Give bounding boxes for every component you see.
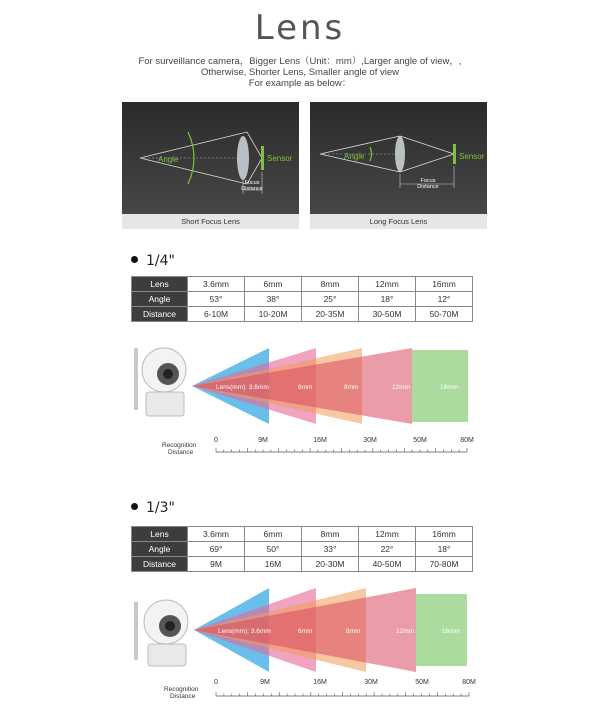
long-focus-diagram: [310, 102, 487, 214]
short-focus-diagram: [122, 102, 299, 214]
bullet-icon: [131, 256, 138, 263]
lens-cell: 16mm: [416, 277, 473, 292]
page-title: Lens: [254, 8, 346, 48]
short-focus-panel: [122, 102, 299, 229]
focus-label: Focus: [420, 178, 436, 184]
table-row: [132, 542, 473, 557]
beam-label: 6mm: [298, 384, 313, 391]
distance-cell: 16M: [245, 557, 302, 572]
section-1-spec-table: [131, 276, 473, 322]
beam-label: Lens(mm): 3.6mm: [216, 384, 269, 391]
beam-label: 8mm: [346, 628, 361, 635]
lens-cell: 16mm: [416, 527, 473, 542]
sensor-label: Sensor: [267, 154, 293, 163]
scale-tick: 16M: [313, 437, 327, 444]
section-2-spec-table: [131, 526, 473, 572]
camera-icon: [134, 600, 188, 666]
distance-cell: 50-70M: [416, 307, 473, 322]
angle-cell: 18°: [416, 542, 473, 557]
distance-cell: 30-50M: [359, 307, 416, 322]
angle-cell: 12°: [416, 292, 473, 307]
lens-icon: [237, 136, 249, 180]
row-header: Distance: [132, 557, 188, 572]
beam-label: 12mm: [396, 628, 415, 635]
angle-cell: 50°: [245, 542, 302, 557]
section-2-heading: [131, 500, 175, 516]
beam-label: 16mm: [442, 628, 461, 635]
sensor-bar: [261, 146, 264, 170]
distance-label: Distance: [417, 184, 439, 190]
lens-cell: 6mm: [245, 527, 302, 542]
table-row: [132, 307, 473, 322]
angle-cell: 33°: [302, 542, 359, 557]
scale-tick: 0: [214, 679, 218, 686]
long-focus-caption: Long Focus Lens: [310, 214, 487, 229]
beam-label: 8mm: [344, 384, 359, 391]
beam-label: 16mm: [440, 384, 459, 391]
sensor-bar: [453, 144, 456, 164]
bullet-icon: [131, 503, 138, 510]
angle-cell: 18°: [359, 292, 416, 307]
beam-label: 12mm: [392, 384, 411, 391]
scale-title: Recognition: [162, 442, 197, 449]
scale-tick: 16M: [313, 679, 327, 686]
beam-label: 6mm: [298, 628, 313, 635]
distance-label: Distance: [241, 186, 263, 192]
row-header: Distance: [132, 307, 188, 322]
short-focus-caption: Short Focus Lens: [122, 214, 299, 229]
scale-tick: 80M: [460, 437, 474, 444]
lens-cell: 8mm: [302, 527, 359, 542]
distance-cell: 40-50M: [359, 557, 416, 572]
scale-tick: 50M: [413, 437, 427, 444]
table-row: [132, 557, 473, 572]
angle-arc: [370, 147, 372, 161]
table-row: [132, 277, 473, 292]
section-1-label: 1/4": [146, 253, 175, 269]
angle-cell: 69°: [188, 542, 245, 557]
section-2-beam-diagram: [130, 588, 490, 706]
scale-title: Recognition: [164, 686, 199, 693]
distance-cell: 70-80M: [416, 557, 473, 572]
lens-cell: 6mm: [245, 277, 302, 292]
focus-label: Focus: [244, 180, 260, 186]
intro-line-3: For example as below：: [248, 78, 352, 89]
scale-tick: 9M: [260, 679, 270, 686]
scale-tick: 50M: [415, 679, 429, 686]
angle-cell: 22°: [359, 542, 416, 557]
scale-tick: 0: [214, 437, 218, 444]
scale-tick: 30M: [363, 437, 377, 444]
table-row: [132, 292, 473, 307]
lens-cell: 12mm: [359, 277, 416, 292]
camera-icon: [134, 348, 186, 416]
scale-tick: 9M: [258, 437, 268, 444]
lens-cell: 3.6mm: [188, 277, 245, 292]
lens-cell: 8mm: [302, 277, 359, 292]
sensor-label: Sensor: [459, 152, 485, 161]
angle-cell: 25°: [302, 292, 359, 307]
intro-line-2: Otherwise, Shorter Lens, Smaller angle of view: [200, 67, 399, 78]
long-focus-panel: [310, 102, 487, 229]
row-header: Angle: [132, 542, 188, 557]
row-header: Lens: [132, 277, 188, 292]
scale-tick: 80M: [462, 679, 476, 686]
row-header: Angle: [132, 292, 188, 307]
lens-cell: 12mm: [359, 527, 416, 542]
row-header: Lens: [132, 527, 188, 542]
lens-cell: 3.6mm: [188, 527, 245, 542]
distance-cell: 20-30M: [302, 557, 359, 572]
distance-cell: 10-20M: [245, 307, 302, 322]
scale-tick: 30M: [364, 679, 378, 686]
section-1-heading: [131, 253, 175, 269]
lens-icon: [395, 136, 405, 172]
angle-cell: 38°: [245, 292, 302, 307]
beam-label: Lens(mm): 3.6mm: [218, 628, 271, 635]
section-2-label: 1/3": [146, 500, 175, 516]
distance-cell: 20-35M: [302, 307, 359, 322]
table-row: [132, 527, 473, 542]
distance-cell: 9M: [188, 557, 245, 572]
section-1-beam-diagram: [130, 340, 490, 460]
angle-cell: 53°: [188, 292, 245, 307]
scale-subtitle: Distance: [170, 693, 196, 700]
angle-label: Angle: [158, 155, 179, 164]
distance-cell: 6-10M: [188, 307, 245, 322]
scale-subtitle: Distance: [168, 449, 194, 456]
angle-label: Angle: [344, 152, 365, 161]
intro-line-1: For surveillance camera，Bigger Lens（Unit：mm）,Larger angle of view，,: [138, 56, 462, 67]
